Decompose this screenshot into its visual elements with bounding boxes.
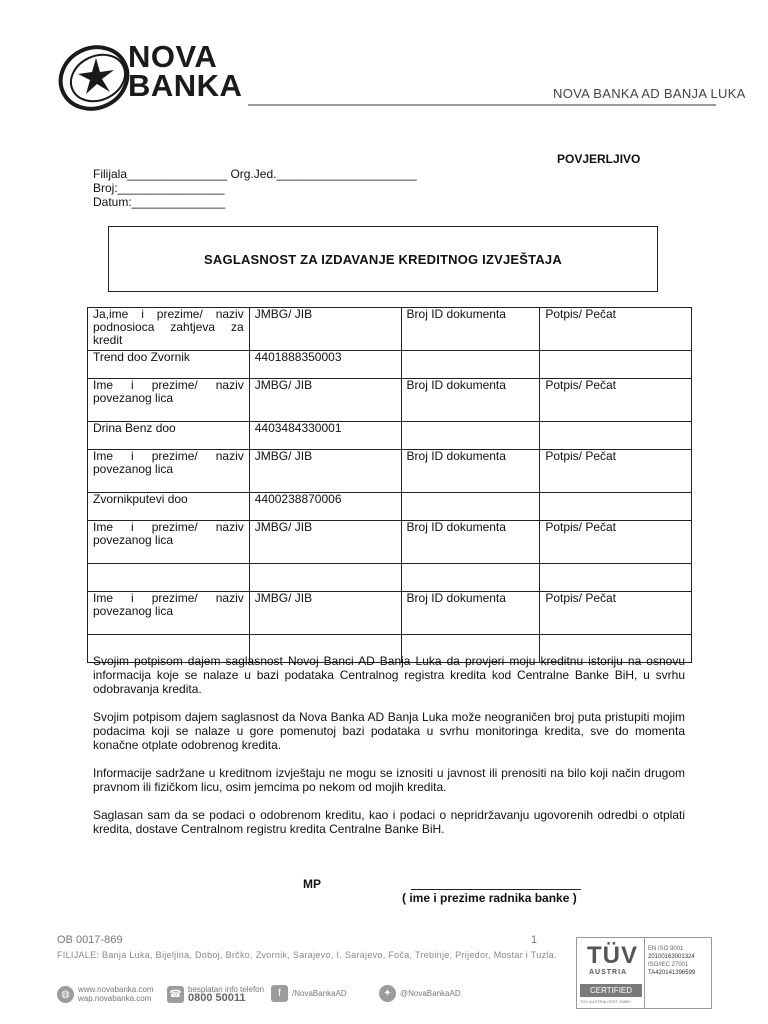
table-cell: 4403484330001	[249, 422, 401, 450]
page-number: 1	[531, 934, 538, 946]
form-code: OB 0017-869	[57, 934, 123, 946]
tuv-certificate-badge	[576, 937, 712, 1009]
table-cell: Broj ID dokumenta	[401, 592, 540, 635]
logo-wordmark	[128, 39, 243, 103]
table-cell: Potpis/ Pečat	[540, 450, 692, 493]
paragraph: Informacije sadržane u kreditnom izvještaju ne mogu se iznositi u javnost ili prenositi na bilo koji način drugom pravnom ili fizičkom licu, osim jemcima po nekom od mojih kredita.	[93, 766, 685, 794]
table-cell: Potpis/ Pečat	[540, 308, 692, 351]
table-cell	[401, 422, 540, 450]
table-row	[88, 351, 692, 379]
bank-name: NOVA BANKA AD BANJA LUKA	[553, 86, 746, 101]
header-divider	[248, 104, 716, 106]
iso-9001-number: 20100163001324	[648, 954, 695, 960]
phone-label: besplatan info telefon	[188, 985, 265, 994]
table-header-row	[88, 308, 692, 351]
table-cell	[401, 564, 540, 592]
table-cell: Ja,ime i prezime/ naziv podnosioca zahtjeva za kredit	[88, 308, 250, 351]
facebook-contact	[271, 985, 347, 1002]
table-cell: Broj ID dokumenta	[401, 308, 540, 351]
table-cell: Ime i prezime/ naziv povezanog lica	[88, 592, 250, 635]
signature-label: ( ime i prezime radnika banke )	[402, 891, 577, 905]
web-contact	[57, 985, 154, 1003]
table-cell: Drina Benz doo	[88, 422, 250, 450]
tuv-certified: CERTIFIED	[580, 984, 642, 997]
table-cell: JMBG/ JIB	[249, 379, 401, 422]
table-cell	[540, 493, 692, 521]
table-cell: Broj ID dokumenta	[401, 521, 540, 564]
logo-line-2: BANKA	[128, 68, 243, 103]
table-cell: 4400238870006	[249, 493, 401, 521]
paragraph: Svojim potpisom dajem saglasnost Novoj Banci AD Banja Luka da provjeri moju kreditnu istoriju na osnovu informacija koje se nalaze u bazi podataka Centralnog registra kredita kod Centralne Banke BiH, u svrhu odobravanja kredita.	[93, 654, 685, 696]
table-cell	[401, 351, 540, 379]
table-cell: Ime i prezime/ naziv povezanog lica	[88, 450, 250, 493]
twitter-handle: @NovaBankaAD	[400, 989, 461, 998]
table-header-row	[88, 450, 692, 493]
table-cell: Potpis/ Pečat	[540, 379, 692, 422]
title-box	[108, 226, 658, 292]
table-cell: Broj ID dokumenta	[401, 450, 540, 493]
branch-org-field: Filijala_______________ Org.Jed._____________________	[93, 167, 417, 181]
twitter-icon: ✦	[379, 985, 396, 1002]
date-field: Datum:______________	[93, 195, 226, 209]
table-cell: JMBG/ JIB	[249, 521, 401, 564]
table-header-row	[88, 592, 692, 635]
table-cell: Ime i prezime/ naziv povezanog lica	[88, 379, 250, 422]
twitter-contact	[379, 985, 461, 1002]
web-url: www.novabanka.com	[78, 985, 154, 994]
iso-27001: ISO/IEC 27001	[648, 962, 689, 968]
consent-table	[87, 307, 692, 663]
stamp-label: MP	[303, 877, 321, 891]
phone-icon: ☎	[167, 986, 184, 1003]
table-cell	[249, 564, 401, 592]
table-header-row	[88, 521, 692, 564]
iso-9001: EN ISO 9001	[648, 946, 684, 952]
table-row	[88, 564, 692, 592]
table-cell	[540, 564, 692, 592]
table-cell: Trend doo Zvornik	[88, 351, 250, 379]
table-cell: 4401888350003	[249, 351, 401, 379]
tuv-small-print: TÜV AUSTRIA CERT GMBH	[580, 999, 631, 1004]
table-cell: Potpis/ Pečat	[540, 592, 692, 635]
tuv-austria: AUSTRIA	[589, 969, 628, 976]
branches-list: FILIJALE: Banja Luka, Bijeljina, Doboj, Brčko, Zvornik, Sarajevo, I. Sarajevo, Foča, Trebinje, Prijedor, Mostar i Tuzla.	[57, 950, 557, 960]
logo-line-1: NOVA	[128, 39, 218, 74]
confidential-label: POVJERLJIVO	[557, 152, 641, 166]
table-cell: JMBG/ JIB	[249, 450, 401, 493]
table-cell: Zvornikputevi doo	[88, 493, 250, 521]
phone-contact	[167, 985, 264, 1003]
number-field: Broj:________________	[93, 181, 225, 195]
phone-number: 0800 50011	[188, 992, 246, 1004]
facebook-handle: /NovaBankaAD	[292, 989, 347, 998]
table-cell	[540, 351, 692, 379]
table-cell	[401, 493, 540, 521]
table-cell	[88, 564, 250, 592]
table-cell: JMBG/ JIB	[249, 592, 401, 635]
globe-icon: ◍	[57, 986, 74, 1003]
table-cell: Ime i prezime/ naziv povezanog lica	[88, 521, 250, 564]
paragraph: Svojim potpisom dajem saglasnost da Nova Banka AD Banja Luka može neograničen broj puta pristupiti mojim podacima koji se nalaze u gore pomenutoj bazi podataka u svrhu monitoringa kredita, sve do momenta konačne otplate odobrenog kredita.	[93, 710, 685, 752]
table-header-row	[88, 379, 692, 422]
table-cell: Broj ID dokumenta	[401, 379, 540, 422]
table-cell: JMBG/ JIB	[249, 308, 401, 351]
table-cell: Potpis/ Pečat	[540, 521, 692, 564]
table-row	[88, 422, 692, 450]
table-cell	[540, 422, 692, 450]
paragraph: Saglasan sam da se podaci o odobrenom kreditu, kao i podaci o nepridržavanju ugovorenih odredbi o otplati kredita, dostave Centralnom registru kredita Centralne Banke BiH.	[93, 808, 685, 836]
signature-line	[411, 889, 581, 890]
tuv-logo: TÜV	[587, 942, 638, 969]
consent-text	[93, 654, 685, 850]
iso-27001-number: TA420141396599	[648, 970, 696, 976]
facebook-icon: f	[271, 985, 288, 1002]
wap-url: wap.novabanka.com	[78, 994, 152, 1003]
document-title: SAGLASNOST ZA IZDAVANJE KREDITNOG IZVJEŠTAJA	[204, 251, 562, 267]
table-row	[88, 493, 692, 521]
